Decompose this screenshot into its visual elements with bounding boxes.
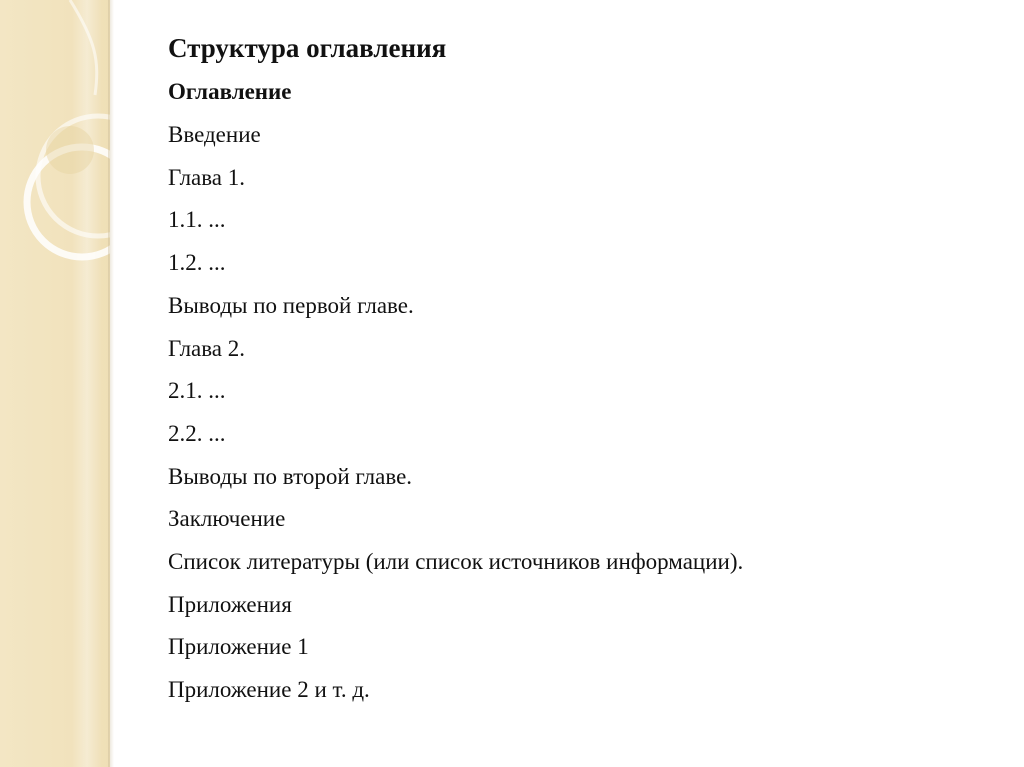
- toc-entry: Приложение 1: [168, 634, 309, 660]
- toc-entry: 2.1. ...: [168, 378, 226, 404]
- table-of-contents: [168, 26, 998, 712]
- toc-entry: Выводы по первой главе.: [168, 292, 414, 318]
- toc-entry: Глава 2.: [168, 335, 246, 361]
- toc-heading: Оглавление: [168, 79, 292, 104]
- toc-entry: 1.2. ...: [168, 250, 226, 276]
- toc-entry: Выводы по второй главе.: [168, 463, 413, 489]
- decorative-rings-icon: [0, 0, 110, 767]
- toc-entry: 1.1. ...: [168, 207, 226, 233]
- page-title: Структура оглавления: [168, 33, 447, 63]
- toc-entry: Заключение: [168, 506, 286, 532]
- toc-entry: Введение: [168, 122, 261, 147]
- band-edge-shadow: [108, 0, 114, 767]
- toc-entry: Список литературы (или список источников информации).: [168, 549, 744, 575]
- toc-entry: Приложение 2 и т. д.: [168, 677, 370, 703]
- toc-entry: Глава 1.: [168, 164, 246, 190]
- decorative-side-band: [0, 0, 110, 767]
- toc-entry: Приложения: [168, 591, 292, 617]
- toc-entry: 2.2. ...: [168, 420, 226, 446]
